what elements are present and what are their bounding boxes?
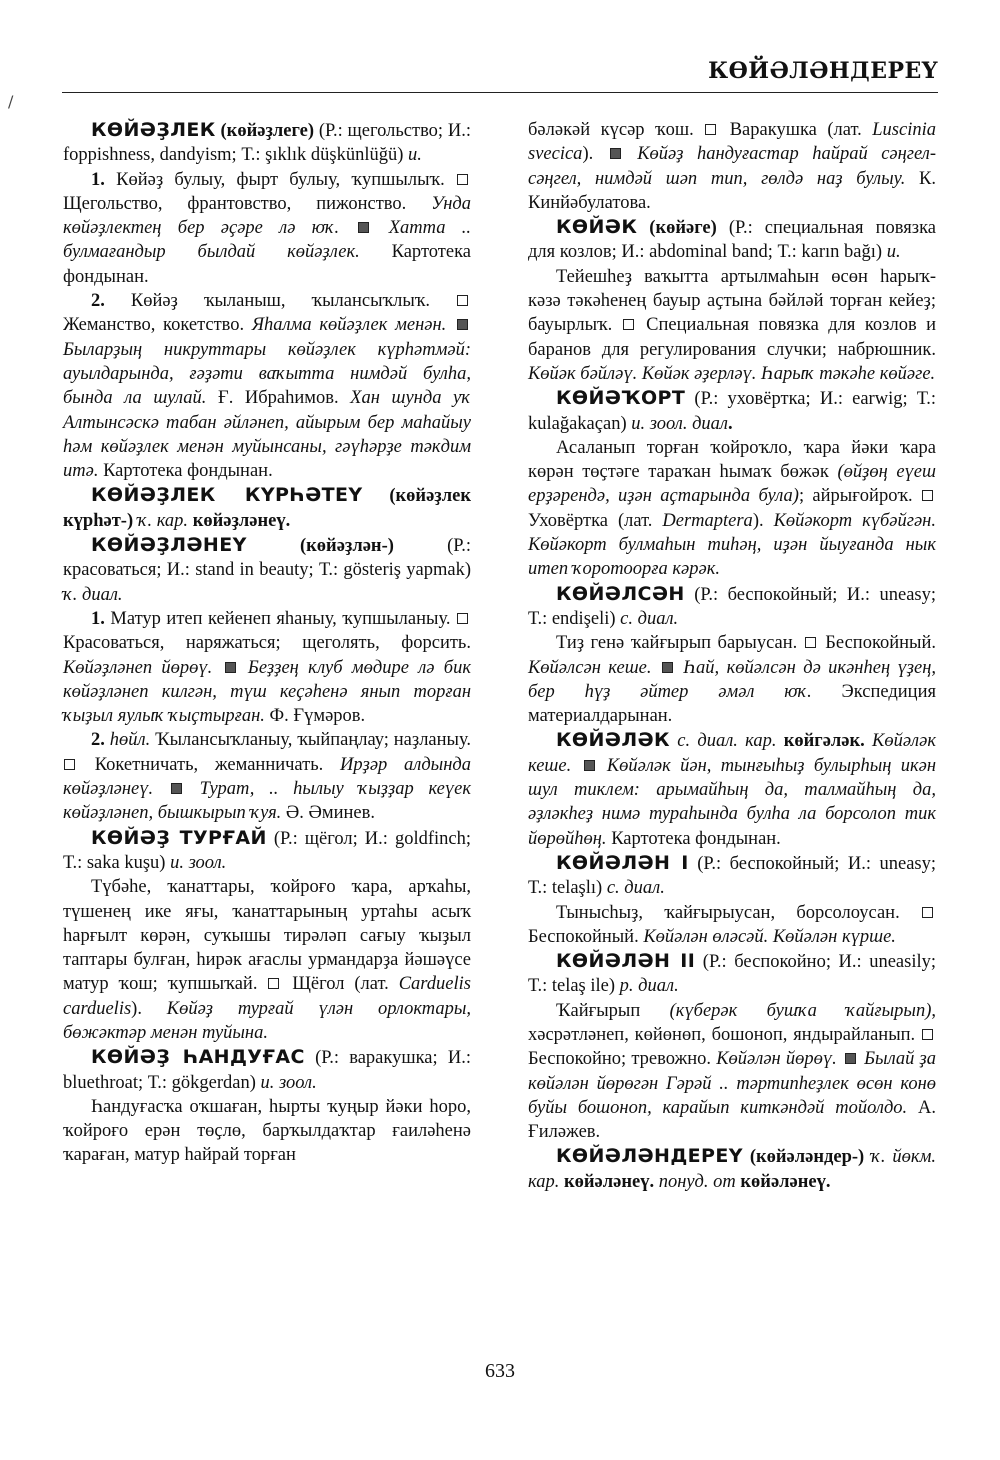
example-square-icon (358, 222, 369, 233)
headword: КӨЙӘҘ ТУРҒАЙ (91, 826, 267, 849)
translation-square-icon (457, 174, 468, 185)
headword: КӨЙӘК (556, 216, 638, 239)
example-square-icon (662, 662, 673, 673)
example-square-icon (610, 148, 621, 159)
headword: КӨЙӘҘЛЕК КҮРҺӘТЕҮ (91, 484, 363, 507)
definition: Асаланып торған ҡойроҡло, ҡара йәки ҡара көрән төҫтәге тараҡан һымаҡ бөжәк (өйҙөң еүеш ерҙәрендә, иҙән аҫтарында була); айрығойроҡ. Уховёртка (лат. Dermaptera). Көйәкорт күбәйгән. Көйәкорт булмаһын тиһәң, иҙән йыуғанда нык итеп ҡоротоорға кәрәк. (528, 437, 936, 580)
sense-1: 1. Көйәҙ булыу, фырт булыу, ҡупшылыҡ. Щегольство, франтовство, пижонство. Унда көйәҙлектең бер әҫәре лә юҡ. Хатта .. булмағандыр былдай көйәҙлек. Картотека фондынан. (63, 169, 472, 287)
entry-koyazlek: КӨЙӘҘЛЕК (көйәҙлеге) (Р.: щегольство; И.: foppishness, dandyism; Т.: şıklık düşkünlüğü) и. (63, 119, 471, 166)
entry-koyazlaneu: КӨЙӘҘЛӘНЕҮ (көйәҙлән-) (Р.: красоваться; И.: stand in beauty; Т.: gösteriş yapmak) ҡ. диал. (63, 534, 471, 605)
left-column (63, 118, 471, 1168)
entry-koyak: КӨЙӘК (көйәге) (Р.: специальная повязка для козлов; И.: abdominal band; Т.: karın bağı) и. (528, 216, 936, 263)
entry-koyalan-2: КӨЙӘЛӘН II (Р.: беспокойно; И.: uneasily; Т.: telaş ile) р. диал. (528, 950, 936, 997)
example-square-icon (584, 760, 595, 771)
entry-koyalan-1: КӨЙӘЛӘН I (Р.: беспокойный; И.: uneasy; Т.: telaşlı) с. диал. (528, 851, 937, 899)
headword: КӨЙӘЛӘК (556, 729, 670, 752)
example-square-icon (171, 783, 182, 794)
translation-square-icon (623, 319, 634, 330)
entry-koyalsan: КӨЙӘЛСӘН (Р.: беспокойный; И.: uneasy; Т.: endişeli) с. диал. (528, 582, 936, 629)
headword: КӨЙӘЛСӘН (556, 582, 685, 605)
entry-koyaz-turgay: КӨЙӘҘ ТУРҒАЙ (Р.: щёгол; И.: goldfinch; Т.: saka kuşu) и. зоол. (63, 826, 471, 873)
headword-form: (көйәҙлеге) (220, 121, 315, 141)
entry-koyaz-handugas: КӨЙӘҘ ҺАНДУҒАС (Р.: варакушка; И.: bluethroat; Т.: gökgerdan) и. зоол. (63, 1046, 471, 1093)
definition: Тиҙ генә ҡайғырып барыусан. Беспокойный. Көйәлсән кеше. Һай, көйәлсән дә икәнһең үҙең, бер һүҙ әйтер әмәл юҡ. Экспедиция материалдарынан. (528, 633, 936, 727)
translation-square-icon (922, 907, 933, 918)
definition: Ҡайғырып (күберәк бушҡа ҡайғырып), хәсрәтләнеп, көйөнөп, бошоноп, яндырайланып. Беспокойно; тревожно. Көйәлән йөрөү. Былай ҙа көйәлән йөрөгән Гәрәй .. тәртипһеҙлек өсөн конө буйы бошоноп, карайып киткәндәй тойолдо. А. Ғиләжев. (528, 1000, 937, 1143)
example-square-icon (845, 1053, 856, 1064)
translation-square-icon (805, 637, 816, 648)
headword: КӨЙӘҘ ҺАНДУҒАС (91, 1046, 305, 1069)
definition: Түбәһе, ҡанаттары, ҡойроғо ҡара, арҡаһы, түшенең ике яғы, ҡанаттарының уртаһы асыҡ һарғылт көрән, суҡышы тирәләп сағыу ҡыҙыл таптары булған, һирәк ағаслы урмандарҙа йәшәүсе матур ҡош; ҡупшыҡай. Щёгол (лат. Carduelis carduelis). Көйәҙ турғай үлән орлоктары, бөжәктәр менән туйына. (63, 877, 471, 1043)
definition: Тейешһеҙ ваҡытта артылмаһын өсөн һарыҡ-кәзә тәкәһенең бауыр аҫтына бәйләй торған кейеҙ; бауырлыҡ. Специальная повязка для козлов и баранов для регулирования случки; набрюшник. Көйәк бәйләү. Көйәк әҙерләү. Һарыҡ тәкәһе көйәге. (528, 266, 937, 384)
sense-1: 1. Матур итеп кейенеп яһаныу, ҡупшыланыу. Красоваться, наряжаться; щеголять, форсить. Көйәҙләнеп йөрөү. Беҙҙең клуб мөдире лә бик көйәҙләнеп килгән, түш кеҫәһенә янып торған ҡыҙыл яулыҡ ҡыҫтырған. Ф. Ғүмәров. (63, 608, 472, 727)
sense-2: 2. һөйл. Ҡылансыҡланыу, ҡыйпаңлау; наҙланыу. Кокетничать, жеманничать. Ирҙәр алдында көйәҙләнеү. Турат, .. һылыу ҡыҙҙар кеүек көйәҙләнеп, бышкырып ҡуя. Ә. Әминев. (63, 730, 472, 824)
page-number: 633 (485, 1360, 515, 1382)
definition-continued: бәләкәй күсәр ҡош. Варакушка (лат. Luscinia svecica). Көйәҙ һандуғастар һайрай сәңгел-сәңгел, нимдәй шәп тип, гөлдә наҙ булыу. К. Кинйәбулатова. (528, 120, 937, 213)
headword: КӨЙӘҘЛЕК (91, 119, 216, 141)
headword: КӨЙӘҘЛӘНЕҮ (91, 534, 247, 557)
entry-koyazlek-kurhateu: КӨЙӘҘЛЕК КҮРҺӘТЕҮ (көйәҙлек күрһәт-) ҡ. кар. көйәҙләнеү. (63, 484, 471, 531)
headword: КӨЙӘЛӘНДЕРЕҮ (556, 1145, 743, 1168)
translation-square-icon (922, 490, 933, 501)
headword: КӨЙӘҠОРТ (556, 387, 686, 410)
example-square-icon (457, 319, 468, 330)
definition: Тынысһыҙ, ҡайғырыусан, борсолоусан. Беспокойный. Көйәлән өләсәй. Көйәлән күрше. (528, 901, 936, 950)
entry-koyalandereu: КӨЙӘЛӘНДЕРЕҮ (көйәләндер-) ҡ. йөкм. кар. көйәләнеү. понуд. от көйәләнеү. (528, 1145, 937, 1192)
stray-mark: / (8, 92, 14, 111)
entry-koyalak: КӨЙӘЛӘК с. диал. кар. көйгәләк. Көйәләк кеше. Көйәләк йән, тынғыһыҙ булырһың икән шул тиклем: арымайһың да, талмайһың да, әҙләкһеҙ нимә тураһында булһа ла борсолоп тик йөрөйһөң. Картотека фондынан. (528, 729, 937, 849)
example-square-icon (225, 662, 236, 673)
translation-square-icon (922, 1029, 933, 1040)
translation-square-icon (457, 295, 468, 306)
headword: КӨЙӘЛӘН II (556, 950, 696, 973)
translation-square-icon (64, 759, 75, 770)
entry-koyakort: КӨЙӘҠОРТ (Р.: уховёртка; И.: earwig; Т.: kulağakaçan) и. зоол. диал. (528, 387, 936, 434)
right-column (528, 118, 936, 1194)
translation-square-icon (457, 613, 468, 624)
translation-square-icon (705, 124, 716, 135)
running-head: КӨЙӘЛӘНДЕРЕҮ (708, 58, 938, 84)
definition: Һандуғасҡа оҡшаған, һырты ҡуңыр йәки һоро, ҡойроғо ерән төҫлө, барҡылдаҡтар ғаиләһенә ҡараған, матур һайрай торған (63, 1096, 471, 1166)
sense-2: 2. Көйәҙ ҡыланыш, ҡылансыҡлыҡ. Жеманство, кокетство. Яһалма көйәҙлек менән. Быларҙың никруттары көйәҙлек күрһәтмәй: ауылдарында, ғәҙәти ваҡытта нимдәй булһа, бында ла шулай. Ғ. Ибраһимов. Хан шунда уҡ Алтынсәскә табан әйләнеп, айырым бер маһайыу һәм көйәҙлек менән муйынсаны, гәүһәрҙе тәкдим итә. Картотека фондынан. (63, 291, 471, 482)
translation-square-icon (268, 978, 279, 989)
headword: КӨЙӘЛӘН I (556, 851, 689, 874)
header-rule (62, 92, 938, 93)
